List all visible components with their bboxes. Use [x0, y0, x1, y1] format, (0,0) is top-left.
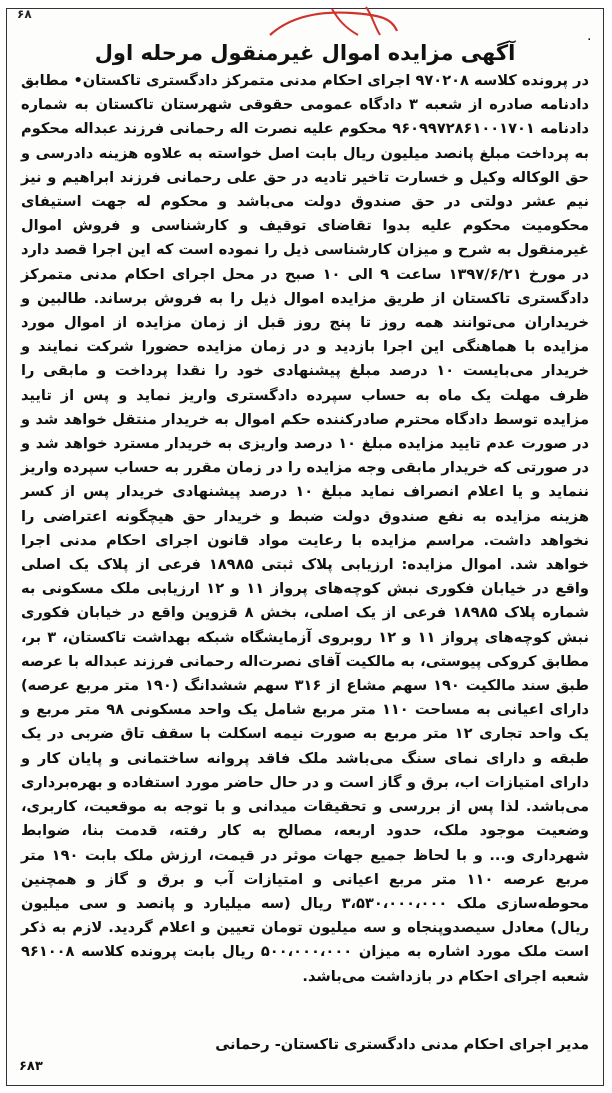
page-number-bottom: ۶۸۳	[19, 1059, 43, 1074]
handwritten-ink-mark	[262, 5, 402, 45]
page-number-top: ۶۸	[17, 7, 32, 21]
notice-frame	[6, 8, 604, 1086]
notice-body-text: در پرونده کلاسه ۹۷۰۲۰۸ اجرای احکام مدنی متمرکز دادگستری تاکستان• مطابق دادنامه صادره از شعبه ۳ دادگاه عمومی حقوقی شهرستان تاکستان به شماره دادنامه ۹۶۰۹۹۷۲۸۶۱۰۰۱۷۰۱ محکوم علیه نصرت اله رحمانی فرزند عبداله محکوم به پرداخت مبلغ پانصد میلیون ریال بابت اصل خواسته به علاوه هزینه دادرسی و حق الوکاله وکیل و خسارت تاخیر تادیه در حق علی رحمانی فرزند ابراهیم و نیز نیم عشر دولتی در حق صندوق دولت می‌باشد و محکوم له جهت استیفای محکومیت محکوم علیه بدوا تقاضای توقیف و کارشناسی و فروش اموال غیرمنقول به شرح و میزان کارشناسی ذیل را نموده است که این اجرا قصد دارد در مورخ ۱۳۹۷/۶/۲۱ ساعت ۹ الی ۱۰ صبح در محل اجرای احکام مدنی متمرکز دادگستری تاکستان از طریق مزایده اموال ذیل را به فروش برساند. طالبین و خریداران می‌توانند همه روز تا پنج روز قبل از زمان مزایده از اموال مورد مزایده با هماهنگی این اجرا بازدید و در زمان مزایده حضورا شرکت نمایند و خریدار می‌بایست ۱۰ درصد مبلغ پیشنهادی خود را نقدا پرداخت و مابقی را ظرف مهلت یک ماه به حساب سپرده دادگستری واریز نماید و پس از تایید مزایده توسط دادگاه محترم صادرکننده حکم اموال به خریدار منتقل خواهد شد و در صورت عدم تایید مزایده مبلغ ۱۰ درصد واریزی به خریدار مسترد خواهد شد و در صورتی که خریدار مابقی وجه مزایده را در زمان مقرر به حساب سپرده واریز ننماید و یا اعلام انصراف نماید مبلغ ۱۰ درصد پیشنهادی خریدار پس از کسر هزینه مزایده به نفع صندوق دولت ضبط و خریدار حق هیچگونه اعتراضی را نخواهد داشت. مراسم مزایده با رعایت مواد قانون اجرای احکام مدنی اجرا خواهد شد. اموال مزایده: ارزیابی پلاک ثبتی ۱۸۹۸۵ فرعی از پلاک یک اصلی واقع در خیابان فکوری نبش کوچه‌های پرواز ۱۱ و ۱۲ ارزیابی ملک مسکونی به شماره پلاک ۱۸۹۸۵ فرعی از یک اصلی، بخش ۸ قزوین واقع در خیابان فکوری نبش کوچه‌های پرواز ۱۱ و ۱۲ روبروی آزمایشگاه شبکه بهداشت تاکستان، ۳ بر، مطابق کروکی پیوستی، به مالکیت آقای نصرت‌اله رحمانی فرزند عبداله با عرصه طبق سند مالکیت ۱۹۰ سهم مشاع از ۳۱۶ سهم ششدانگ (۱۹۰ متر مربع عرصه) دارای اعیانی به مساحت ۱۱۰ متر مربع شامل یک واحد مسکونی ۹۸ متر مربع و یک واحد تجاری ۱۲ متر مربع به صورت نیمه اسکلت با سقف تاق ضربی در یک طبقه و دارای نمای سنگ می‌باشد ملک فاقد پروانه ساختمانی و پایان کار و دارای امتیازات اب، برق و گاز است و در حال حاضر مورد استفاده و بهره‌برداری می‌باشد. لذا پس از بررسی و تحقیقات میدانی و با توجه به موقعیت، کاربری، وضعیت موجود ملک، حدود اربعه، مصالح به کار رفته، قدمت بنا، ضوابط شهرداری و... و با لحاظ جمیع جهات موثر در قیمت، ارزش ملک بابت ۱۹۰ متر مربع عرصه ۱۱۰ متر مربع اعیانی و امتیازات آب و برق و گاز و همچنین محوطه‌سازی ملک ۳،۵۳۰،۰۰۰،۰۰۰ ریال (سه میلیارد و پانصد و سی میلیون ریال) معادل سیصدوپنجاه و سه میلیون تومان تعیین و اعلام گردید. لازم به ذکر است ملک مورد اشاره به میزان ۵۰۰،۰۰۰،۰۰۰ ریال بابت پرونده کلاسه ۹۶۱۰۰۸ شعبه اجرای احکام در بازداشت می‌باشد.	[21, 72, 590, 985]
notice-title: آگهی مزایده اموال غیرمنقول مرحله اول	[94, 41, 516, 66]
notice-signature: مدیر اجرای احکام مدنی دادگستری تاکستان- رحمانی	[215, 1036, 589, 1053]
notice-body	[21, 69, 589, 989]
corner-mark: ۰	[585, 31, 593, 47]
